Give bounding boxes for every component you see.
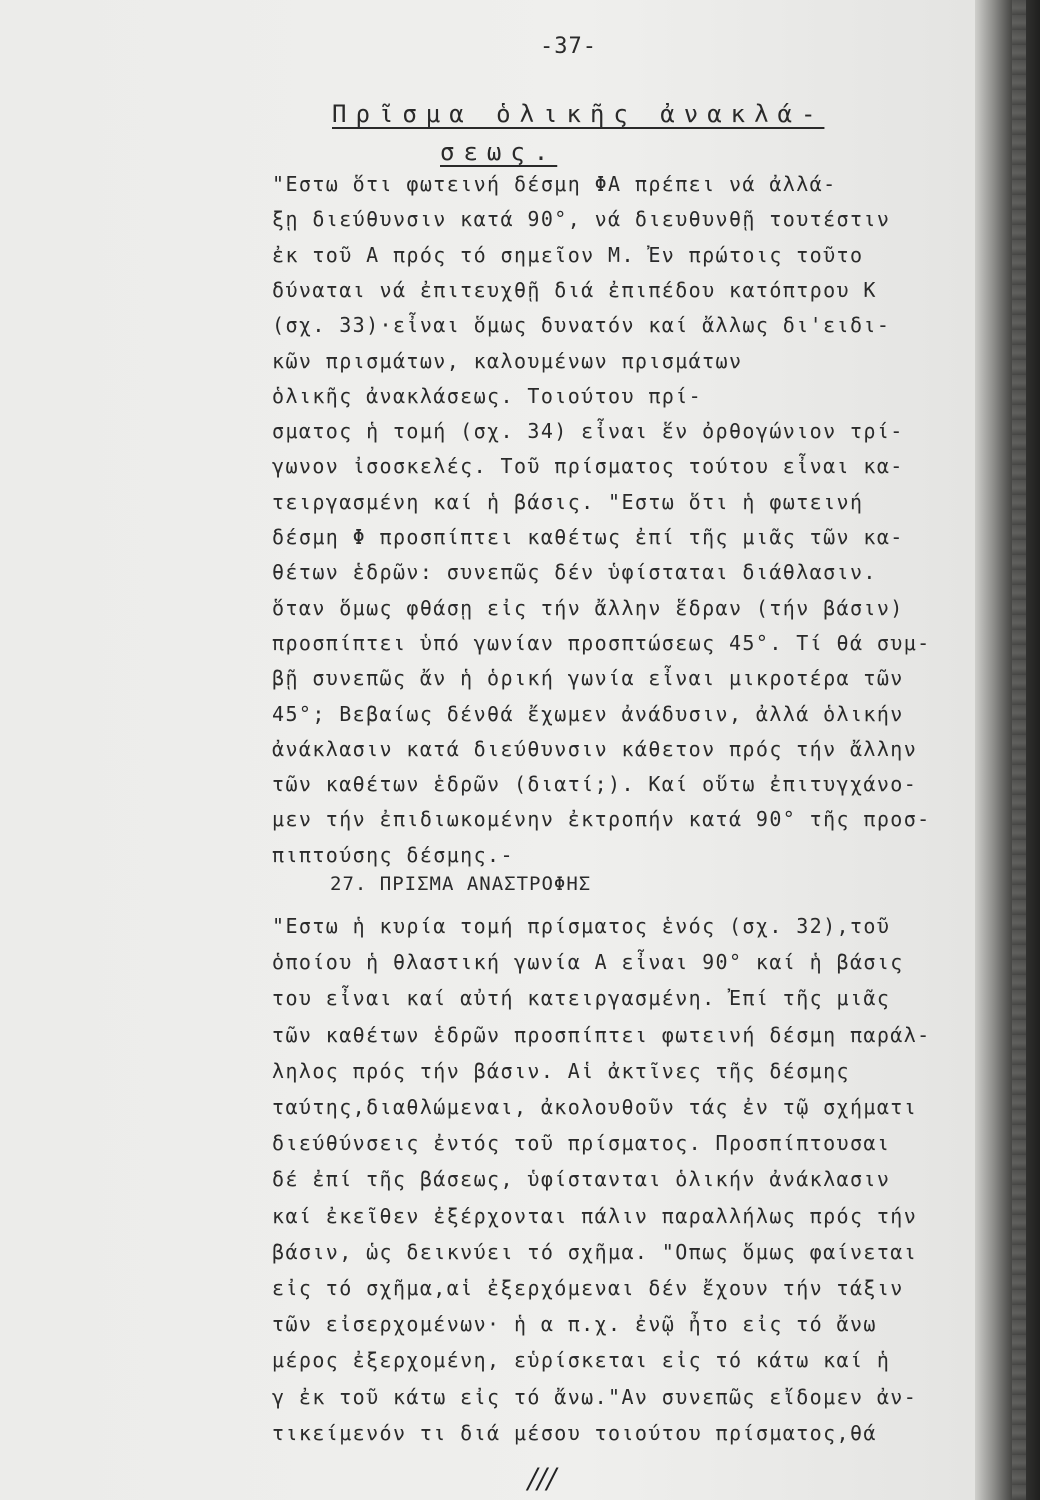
text-line: τῶν καθέτων ἑδρῶν (διατί;). Καί οὕτω ἐπιτυγχάνο- (272, 772, 918, 797)
text-line: καί ἐκεῖθεν ἐξέρχονται πάλιν παραλλήλως πρός τήν (272, 1203, 918, 1228)
text-line: "Εστω ὅτι φωτεινή δέσμη ΦΑ πρέπει νά ἀλλά- (272, 172, 837, 196)
text-line: βάσιν, ὡς δεικνύει τό σχῆμα. "Οπως ὅμως φαίνεται (272, 1239, 918, 1264)
text-line: ἀνάκλασιν κατά διεύθυνσιν κάθετον πρός τήν ἄλλην (272, 736, 918, 761)
text-line: κῶν πρισμάτων, καλουμένων πρισμάτων (272, 348, 743, 373)
text-line: (σχ. 33)·εἶναι ὅμως δυνατόν καί ἄλλως δι'ειδι- (272, 313, 891, 338)
text-line: 45°; Βεβαίως δένθά ἔχωμεν ἀνάδυσιν, ἀλλά ὁλικήν (272, 701, 904, 726)
text-line: διεύθύνσεις ἐντός τοῦ πρίσματος. Προσπίπτουσαι (272, 1131, 891, 1156)
text-line: τῶν καθέτων ἑδρῶν προσπίπτει φωτεινή δέσμη παράλ- (272, 1022, 931, 1047)
text-line: σματος ἡ τομή (σχ. 34) εἶναι ἕν ὀρθογώνιον τρί- (272, 419, 904, 444)
text-line: ὁλικῆς ἀνακλάσεως. Τοιούτου πρί- (272, 383, 703, 408)
binding-strip (1012, 0, 1026, 1500)
handwritten-footer-mark: /// (528, 1462, 557, 1495)
section-title-line1: Πρῖσμα ὁλικῆς ἀνακλά- (332, 100, 825, 128)
text-line: δέσμη Φ προσπίπτει καθέτως ἐπί τῆς μιᾶς τῶν κα- (272, 525, 904, 549)
text-line: ξῃ διεύθυνσιν κατά 90°, νά διευθυνθῇ τουτέστιν (272, 207, 891, 232)
text-line: μέρος ἐξερχομένη, εὑρίσκεται εἰς τό κάτω καί ἡ (272, 1348, 891, 1373)
text-line: προσπίπτει ὑπό γωνίαν προσπτώσεως 45°. Τί θά συμ- (272, 630, 931, 655)
text-line: ὅταν ὅμως φθάσῃ εἰς τήν ἄλλην ἕδραν (τήν βάσιν) (272, 595, 904, 620)
text-line: εἰς τό σχῆμα,αἱ ἐξερχόμεναι δέν ἔχουν τήν τάξιν (272, 1276, 904, 1300)
section-heading-27: 27. ΠΡΙΣΜΑ ΑΝΑΣΤΡΟΦΗΣ (330, 873, 592, 895)
text-line: γ ἐκ τοῦ κάτω εἰς τό ἄνω."Αν συνεπῶς εἴδομεν ἀν- (272, 1384, 918, 1409)
text-line: τικείμενόν τι διά μέσου τοιούτου πρίσματος,θά (272, 1420, 877, 1445)
text-line: ἐκ τοῦ Α πρός τό σημεῖον Μ. Ἐν πρώτοις τοῦτο (272, 242, 864, 267)
text-line: δέ ἐπί τῆς βάσεως, ὑφίστανται ὁλικήν ἀνάκλασιν (272, 1167, 891, 1192)
text-line: του εἶναι καί αὐτή κατειργασμένη. Ἐπί τῆς μιᾶς (272, 986, 891, 1011)
text-line: γωνον ἰσοσκελές. Τοῦ πρίσματος τούτου εἶναι κα- (272, 454, 904, 479)
text-line: "Εστω ἡ κυρία τομή πρίσματος ἑνός (σχ. 32),τοῦ (272, 914, 891, 938)
page-number: -37- (540, 34, 597, 59)
text-line: τῶν εἰσερχομένων· ἡ α π.χ. ἐνῷ ἦτο εἰς τό ἄνω (272, 1312, 877, 1337)
text-line: θέτων ἑδρῶν: συνεπῶς δέν ὑφίσταται διάθλασιν. (272, 560, 877, 585)
text-line: μεν τήν ἐπιδιωκομένην ἐκτροπήν κατά 90° τῆς προσ- (272, 807, 931, 832)
text-line: βῇ συνεπῶς ἄν ἡ ὁρική γωνία εἶναι μικροτέρα τῶν (272, 666, 904, 691)
text-line: ληλος πρός τήν βάσιν. Αἱ ἀκτῖνες τῆς δέσμης (272, 1058, 850, 1083)
text-line: δύναται νά ἐπιτευχθῇ διά ἐπιπέδου κατόπτρου Κ (272, 277, 877, 302)
text-line: τειργασμένη καί ἡ βάσις. "Εστω ὅτι ἡ φωτεινή (272, 489, 864, 514)
text-line: πιπτούσης δέσμης.- (272, 842, 514, 867)
text-line: ταύτης,διαθλώμεναι, ἀκολουθοῦν τάς ἐν τῷ σχήματι (272, 1095, 918, 1119)
section-title-line2: σεως. (440, 138, 558, 166)
text-line: ὁποίου ἡ θλαστική γωνία Α εἶναι 90° καί ἡ βάσις (272, 950, 904, 975)
binding-edge (975, 0, 1040, 1500)
